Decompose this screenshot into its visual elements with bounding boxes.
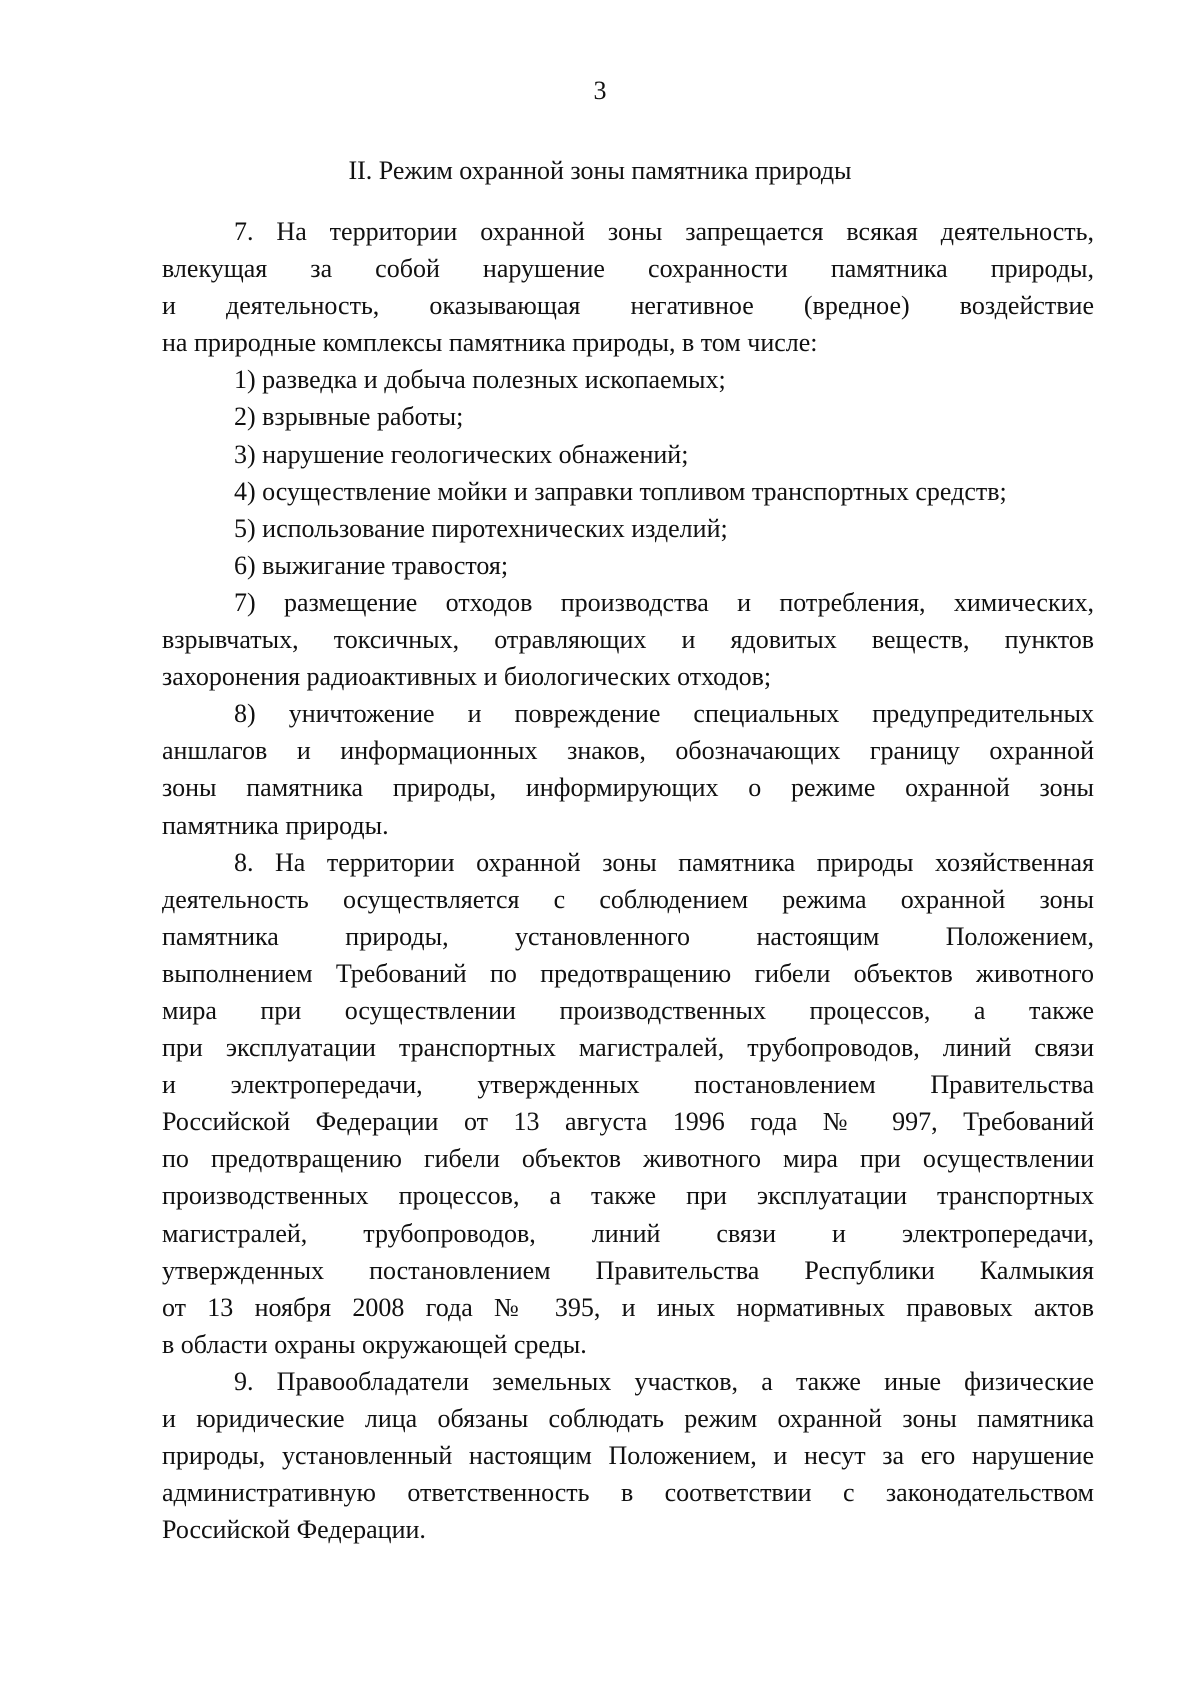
text-line: влекущая за собой нарушение сохранности памятника природы, <box>162 254 1094 284</box>
text-line: 3) нарушение геологических обнажений; <box>234 439 689 469</box>
text-line: 8) уничтожение и повреждение специальных предупредительных <box>234 699 1094 729</box>
text-line: Российской Федерации от 13 августа 1996 года № 997, Требований <box>162 1107 1094 1137</box>
section-title: II. Режим охранной зоны памятника природы <box>348 156 852 185</box>
list-item <box>162 361 1094 398</box>
text-line: деятельность осуществляется с соблюдением режима охранной зоны <box>162 884 1094 914</box>
list-item <box>162 547 1094 584</box>
text-line: на природные комплексы памятника природы, в том числе: <box>162 328 818 358</box>
text-line: 1) разведка и добыча полезных ископаемых; <box>234 365 726 395</box>
page-number: 3 <box>593 76 607 105</box>
text-line: захоронения радиоактивных и биологических отходов; <box>162 662 772 692</box>
text-line: Российской Федерации. <box>162 1515 426 1545</box>
text-line: памятника природы, установленного настоящим Положением, <box>162 921 1094 951</box>
text-line: зоны памятника природы, информирующих о режиме охранной зоны <box>162 773 1094 803</box>
text-line: 2) взрывные работы; <box>234 402 464 432</box>
text-line: мира при осуществлении производственных процессов, а также <box>162 995 1094 1025</box>
text-line: и юридические лица обязаны соблюдать режим охранной зоны памятника <box>162 1404 1094 1433</box>
text-line: 9. Правообладатели земельных участков, а также иные физические <box>234 1366 1094 1396</box>
text-line: аншлагов и информационных знаков, обозначающих границу охранной <box>162 736 1094 766</box>
list-item <box>162 436 1094 473</box>
text-line: административную ответственность в соответствии с законодательством <box>162 1478 1094 1508</box>
paragraph-9 <box>162 1363 1094 1548</box>
paragraph-8 <box>162 844 1094 1363</box>
paragraph-7 <box>162 213 1094 361</box>
list-item <box>162 510 1094 547</box>
text-line: от 13 ноября 2008 года № 395, и иных нормативных правовых актов <box>162 1292 1094 1322</box>
text-line: взрывчатых, токсичных, отравляющих и ядовитых веществ, пунктов <box>162 625 1094 655</box>
text-line: в области охраны окружающей среды. <box>162 1329 587 1359</box>
text-line: 4) осуществление мойки и заправки топливом транспортных средств; <box>234 476 1007 506</box>
text-line: 5) использование пиротехнических изделий; <box>234 513 728 543</box>
text-line: природы, установленный настоящим Положением, и несут за его нарушение <box>162 1441 1094 1471</box>
text-line: по предотвращению гибели объектов животного мира при осуществлении <box>162 1144 1094 1174</box>
text-line: 7) размещение отходов производства и потребления, химических, <box>234 587 1094 617</box>
text-line: и электропередачи, утвержденных постановлением Правительства <box>162 1070 1094 1100</box>
list-item-8 <box>162 695 1094 843</box>
text-line: выполнением Требований по предотвращению гибели объектов животного <box>162 958 1094 988</box>
list-item <box>162 398 1094 435</box>
text-line: и деятельность, оказывающая негативное (вредное) воздействие <box>162 291 1094 321</box>
text-line: 8. На территории охранной зоны памятника природы хозяйственная <box>234 847 1094 877</box>
text-line: магистралей, трубопроводов, линий связи и электропередачи, <box>162 1218 1094 1248</box>
document-body <box>162 213 1094 1548</box>
text-line: при эксплуатации транспортных магистралей, трубопроводов, линий связи <box>162 1033 1094 1063</box>
text-line: производственных процессов, а также при эксплуатации транспортных <box>162 1181 1094 1211</box>
text-line: утвержденных постановлением Правительства Республики Калмыкия <box>162 1255 1094 1285</box>
list-item-7 <box>162 584 1094 695</box>
text-line: 6) выжигание травостоя; <box>234 550 509 580</box>
list-item <box>162 473 1094 510</box>
text-line: памятника природы. <box>162 810 389 840</box>
text-line: 7. На территории охранной зоны запрещается всякая деятельность, <box>234 217 1094 246</box>
